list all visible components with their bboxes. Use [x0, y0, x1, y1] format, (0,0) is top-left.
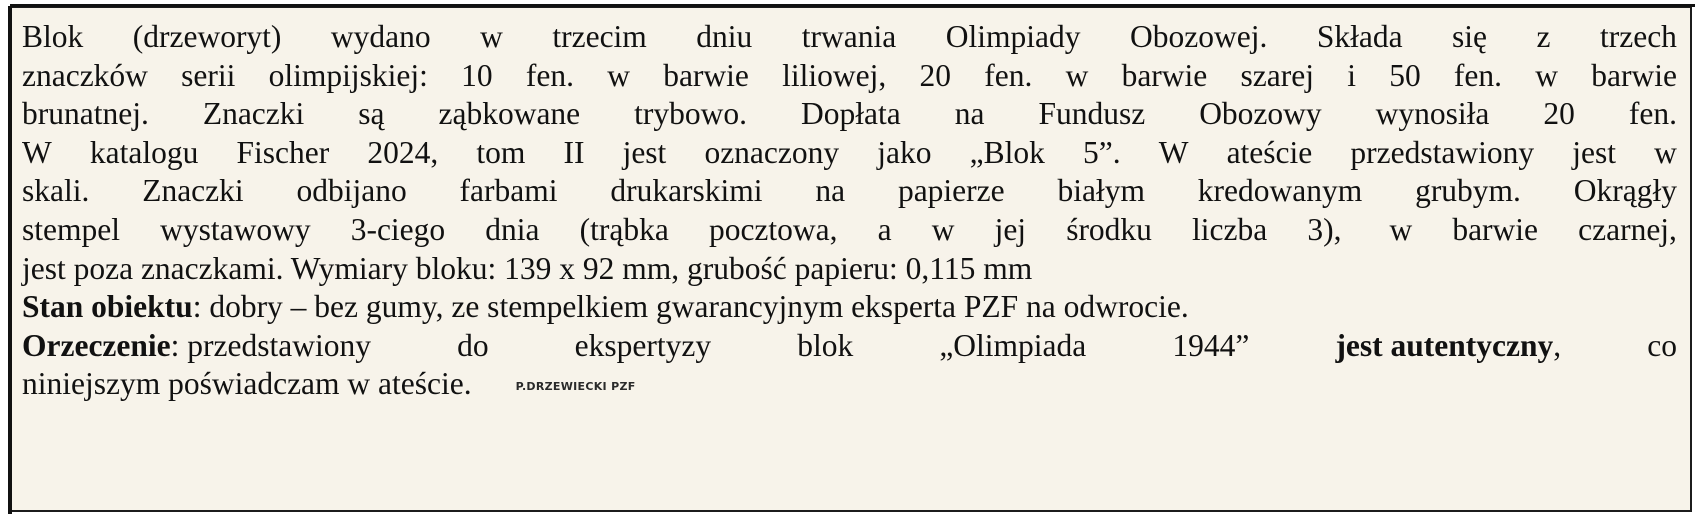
- word: do: [457, 327, 489, 363]
- word: W: [1158, 134, 1189, 170]
- word: szarej: [1240, 57, 1314, 93]
- word: katalogu: [89, 134, 199, 170]
- word: W: [22, 134, 52, 170]
- word: odbijano: [296, 173, 407, 209]
- word: olimpijskiej:: [268, 57, 428, 93]
- word: serii: [181, 57, 236, 93]
- frame-top-border: [10, 4, 1695, 7]
- word: barwie: [1452, 211, 1539, 247]
- word: Okrągły: [1573, 173, 1677, 209]
- word: Olimpiady: [945, 19, 1081, 54]
- word: w: [607, 57, 630, 93]
- word: fen.: [1628, 96, 1677, 132]
- word: papierze: [897, 173, 1005, 209]
- word: fen.: [984, 57, 1033, 93]
- word: tom: [476, 134, 526, 170]
- condition-text: : dobry – bez gumy, ze stempelkiem gwarancyjnym eksperta PZF na odwrocie.: [192, 289, 1189, 325]
- word: fen.: [525, 57, 574, 93]
- word: 20: [1543, 96, 1575, 132]
- word: dnia: [485, 211, 540, 247]
- word: 3),: [1307, 211, 1342, 247]
- word: w: [1381, 211, 1413, 247]
- word: Blok: [22, 19, 84, 54]
- word: barwie: [1591, 57, 1677, 93]
- word: (trąbka: [579, 211, 669, 247]
- word: są: [358, 96, 385, 132]
- word: jako: [877, 134, 932, 170]
- word: czarnej,: [1578, 211, 1677, 247]
- word: 50: [1389, 57, 1421, 93]
- condition-label: Stan obiektu: [22, 289, 193, 325]
- word: brunatnej.: [22, 96, 149, 132]
- word: Składa: [1316, 19, 1403, 54]
- word: a: [877, 211, 892, 247]
- description-line: [22, 250, 1677, 289]
- description-paragraph: [22, 18, 1677, 288]
- description-line: [22, 134, 1677, 173]
- word: trzecim: [552, 19, 647, 54]
- authentic-verdict: jest autentyczny: [1335, 327, 1554, 363]
- word: Fischer: [236, 134, 330, 170]
- expert-signature-stamp: P.DRZEWIECKI PZF: [515, 380, 636, 394]
- word: 10: [461, 57, 493, 93]
- verdict-line: [22, 327, 1677, 366]
- word: na: [815, 173, 846, 209]
- word: ateście: [1226, 134, 1313, 170]
- word: w: [1535, 57, 1559, 93]
- word: skali.: [22, 173, 90, 209]
- word: w: [1065, 57, 1089, 93]
- word: ,: [1553, 327, 1562, 363]
- authentic-phrase: [1335, 327, 1561, 366]
- word: znaczków: [22, 57, 148, 93]
- word: stempel: [22, 211, 120, 247]
- word: jest: [1572, 134, 1616, 170]
- description-line: [22, 57, 1677, 96]
- word: jest: [622, 134, 667, 170]
- word: barwie: [1121, 57, 1208, 93]
- description-line: [22, 172, 1677, 211]
- word: na: [954, 96, 985, 132]
- word: kredowanym: [1197, 173, 1363, 209]
- word: farbami: [459, 173, 558, 209]
- word: przedstawiony: [1350, 134, 1535, 170]
- word: trwania: [801, 19, 897, 54]
- word: wynosiła: [1375, 96, 1490, 132]
- word: liczba: [1192, 211, 1268, 247]
- word: trzech: [1599, 19, 1677, 54]
- condition-line: [22, 288, 1677, 327]
- word: fen.: [1453, 57, 1503, 93]
- word: (drzeworyt): [132, 19, 282, 54]
- word: drukarskimi: [610, 173, 763, 209]
- word: „Olimpiada: [939, 327, 1087, 363]
- word: 5”.: [1082, 134, 1121, 170]
- word: 2024,: [367, 134, 439, 170]
- word: barwie: [663, 57, 749, 93]
- word: pocztowa,: [708, 211, 838, 247]
- word: oznaczony: [704, 134, 840, 170]
- description-line: [22, 95, 1677, 134]
- word: 20: [919, 57, 951, 93]
- word: i: [1347, 57, 1356, 93]
- word: Znaczki: [142, 173, 244, 209]
- certificate-body: [22, 18, 1677, 404]
- word: co: [1647, 327, 1677, 363]
- word: trybowo.: [634, 96, 748, 132]
- word: Fundusz: [1038, 96, 1146, 132]
- description-line: [22, 211, 1677, 250]
- word: grubym.: [1415, 173, 1521, 209]
- word: ekspertyzy: [574, 327, 712, 363]
- word: w: [480, 19, 503, 54]
- word: liliowej,: [782, 57, 887, 93]
- word: „Blok: [969, 134, 1045, 170]
- word: wystawowy: [160, 211, 311, 247]
- word: w: [931, 211, 955, 247]
- word: 3-ciego: [350, 211, 446, 247]
- word: Obozowej.: [1129, 19, 1268, 54]
- word: się: [1452, 19, 1488, 54]
- word: środku: [1066, 211, 1152, 247]
- word: : przedstawiony: [170, 327, 371, 363]
- word: jest poza znaczkami. Wymiary bloku: 139 x 92 mm, grubość papieru: 0,115 mm: [22, 250, 1033, 286]
- frame-left-border: [8, 6, 12, 514]
- word: Znaczki: [202, 96, 305, 132]
- word: wydano: [330, 19, 431, 54]
- word: Obozowy: [1199, 96, 1322, 132]
- verdict-continuation-text: niniejszym poświadczam w ateście.: [22, 366, 472, 402]
- word: ząbkowane: [438, 96, 581, 132]
- word: białym: [1057, 173, 1145, 209]
- word: Dopłata: [801, 96, 901, 132]
- verdict-continuation-line: [22, 365, 1677, 404]
- word: w: [1654, 134, 1677, 170]
- word: 1944”: [1172, 327, 1250, 363]
- word: dniu: [696, 19, 753, 54]
- verdict-head: [22, 327, 371, 366]
- word: jej: [994, 211, 1027, 247]
- description-line: [22, 18, 1677, 57]
- word: II: [563, 134, 585, 170]
- word: blok: [797, 327, 854, 363]
- word: z: [1536, 19, 1551, 54]
- verdict-label: Orzeczenie: [22, 327, 171, 363]
